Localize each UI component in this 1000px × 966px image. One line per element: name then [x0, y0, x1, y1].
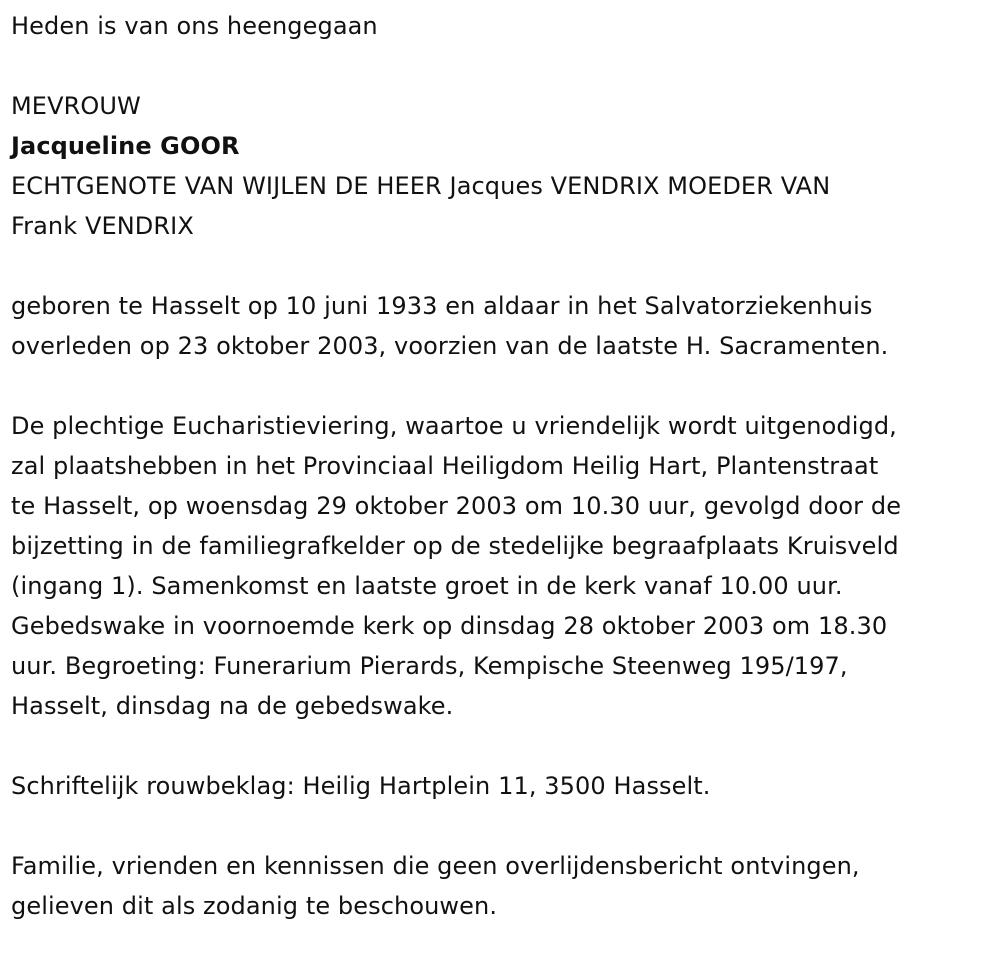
deceased-name: Jacqueline GOOR [11, 132, 240, 160]
paragraph-line: (ingang 1). Samenkomst en laatste groet in de kerk vanaf 10.00 uur. [11, 572, 843, 600]
birth-death-paragraph [11, 286, 991, 366]
paragraph-line: zal plaatshebben in het Provinciaal Heiligdom Heilig Hart, Plantenstraat [11, 452, 879, 480]
intro-line: Heden is van ons heengegaan [11, 12, 378, 40]
paragraph-line: uur. Begroeting: Funerarium Pierards, Kempische Steenweg 195/197, [11, 652, 848, 680]
condolence-address: Schriftelijk rouwbeklag: Heilig Hartplein 11, 3500 Hasselt. [11, 772, 711, 800]
paragraph-line: Familie, vrienden en kennissen die geen overlijdensbericht ontvingen, [11, 852, 860, 880]
spacer [11, 806, 991, 846]
paragraph-line: geboren te Hasselt op 10 juni 1933 en aldaar in het Salvatorziekenhuis [11, 292, 873, 320]
spacer [11, 46, 991, 86]
honorific: MEVROUW [11, 92, 141, 120]
paragraph-line: te Hasselt, op woensdag 29 oktober 2003 om 10.30 uur, gevolgd door de [11, 492, 902, 520]
relation-line: Frank VENDRIX [11, 212, 194, 240]
ceremony-paragraph [11, 406, 991, 726]
obituary-notice [11, 6, 991, 926]
spacer [11, 726, 991, 766]
paragraph-line: overleden op 23 oktober 2003, voorzien van de laatste H. Sacramenten. [11, 332, 889, 360]
closing-paragraph [11, 846, 991, 926]
spacer [11, 246, 991, 286]
paragraph-line: De plechtige Eucharistieviering, waartoe u vriendelijk wordt uitgenodigd, [11, 412, 897, 440]
relation-line: ECHTGENOTE VAN WIJLEN DE HEER Jacques VENDRIX MOEDER VAN [11, 172, 831, 200]
paragraph-line: Gebedswake in voornoemde kerk op dinsdag 28 oktober 2003 om 18.30 [11, 612, 888, 640]
spacer [11, 366, 991, 406]
paragraph-line: gelieven dit als zodanig te beschouwen. [11, 892, 498, 920]
paragraph-line: Hasselt, dinsdag na de gebedswake. [11, 692, 454, 720]
paragraph-line: bijzetting in de familiegrafkelder op de stedelijke begraafplaats Kruisveld [11, 532, 899, 560]
